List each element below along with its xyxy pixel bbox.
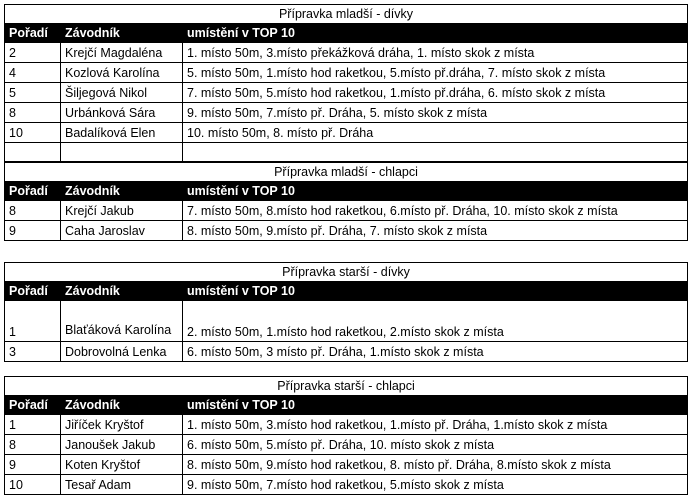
- header-row: [5, 282, 688, 301]
- table-row: [5, 63, 688, 83]
- result-cell: 7. místo 50m, 5.místo hod raketkou, 1.místo př.dráha, 6. místo skok z místa: [183, 83, 688, 103]
- name-cell: Koten Kryštof: [61, 455, 183, 475]
- header-rank: Pořadí: [5, 396, 61, 415]
- rank-cell: 10: [5, 123, 61, 143]
- empty-cell: [61, 143, 183, 162]
- name-cell: Blaťáková Karolína: [61, 301, 183, 342]
- section-title: Přípravka mladší - dívky: [5, 5, 688, 24]
- name-cell: Šiljegová Nikol: [61, 83, 183, 103]
- section-title-row: [5, 263, 688, 282]
- header-result: umístění v TOP 10: [183, 24, 688, 43]
- result-cell: 6. místo 50m, 5.místo př. Dráha, 10. místo skok z místa: [183, 435, 688, 455]
- table-row: [5, 43, 688, 63]
- section-title-row: [5, 5, 688, 24]
- table-row: [5, 435, 688, 455]
- result-cell: 1. místo 50m, 3.místo překážková dráha, 1. místo skok z místa: [183, 43, 688, 63]
- header-result: umístění v TOP 10: [183, 282, 688, 301]
- table-row: [5, 201, 688, 221]
- table-row: [5, 103, 688, 123]
- name-cell: Dobrovolná Lenka: [61, 342, 183, 362]
- result-cell: 6. místo 50m, 3 místo př. Dráha, 1.místo skok z místa: [183, 342, 688, 362]
- rank-cell: 3: [5, 342, 61, 362]
- empty-cell: [183, 143, 688, 162]
- table-pripravka-starsi-chlapci: [4, 376, 688, 495]
- header-result: umístění v TOP 10: [183, 182, 688, 201]
- rank-cell: 9: [5, 221, 61, 241]
- name-cell: Krejčí Jakub: [61, 201, 183, 221]
- result-cell: 2. místo 50m, 1.místo hod raketkou, 2.místo skok z místa: [183, 301, 688, 342]
- header-row: [5, 24, 688, 43]
- table-pripravka-mladsi-chlapci: [4, 162, 688, 241]
- header-rank: Pořadí: [5, 24, 61, 43]
- table-row: [5, 83, 688, 103]
- rank-cell: 1: [5, 301, 61, 342]
- rank-cell: 8: [5, 103, 61, 123]
- section-title: Přípravka mladší - chlapci: [5, 163, 688, 182]
- header-rank: Pořadí: [5, 182, 61, 201]
- table-row: [5, 123, 688, 143]
- name-cell: Urbánková Sára: [61, 103, 183, 123]
- table-row: [5, 342, 688, 362]
- section-title: Přípravka starší - chlapci: [5, 377, 688, 396]
- header-row: [5, 182, 688, 201]
- result-cell: 7. místo 50m, 8.místo hod raketkou, 6.místo př. Dráha, 10. místo skok z místa: [183, 201, 688, 221]
- empty-row: [5, 143, 688, 162]
- name-cell: Jiříček Kryštof: [61, 415, 183, 435]
- rank-cell: 2: [5, 43, 61, 63]
- section-title-row: [5, 163, 688, 182]
- table-row: [5, 475, 688, 495]
- result-cell: 8. místo 50m, 9.místo př. Dráha, 7. místo skok z místa: [183, 221, 688, 241]
- header-name: Závodník: [61, 396, 183, 415]
- table-pripravka-mladsi-divky: [4, 4, 688, 162]
- empty-cell: [5, 143, 61, 162]
- header-rank: Pořadí: [5, 282, 61, 301]
- section-title: Přípravka starší - dívky: [5, 263, 688, 282]
- rank-cell: 8: [5, 435, 61, 455]
- table-row: [5, 455, 688, 475]
- rank-cell: 9: [5, 455, 61, 475]
- rank-cell: 1: [5, 415, 61, 435]
- table-row: [5, 415, 688, 435]
- result-cell: 1. místo 50m, 3.místo hod raketkou, 1.místo př. Dráha, 1.místo skok z místa: [183, 415, 688, 435]
- header-name: Závodník: [61, 24, 183, 43]
- name-cell: Tesař Adam: [61, 475, 183, 495]
- header-result: umístění v TOP 10: [183, 396, 688, 415]
- table-row: [5, 221, 688, 241]
- result-cell: 9. místo 50m, 7.místo př. Dráha, 5. místo skok z místa: [183, 103, 688, 123]
- rank-cell: 5: [5, 83, 61, 103]
- rank-cell: 4: [5, 63, 61, 83]
- name-cell: Janoušek Jakub: [61, 435, 183, 455]
- name-cell: Kozlová Karolína: [61, 63, 183, 83]
- rank-cell: 10: [5, 475, 61, 495]
- header-name: Závodník: [61, 182, 183, 201]
- header-name: Závodník: [61, 282, 183, 301]
- table-row: [5, 301, 688, 342]
- result-cell: 5. místo 50m, 1.místo hod raketkou, 5.místo př.dráha, 7. místo skok z místa: [183, 63, 688, 83]
- table-pripravka-starsi-divky: [4, 262, 688, 362]
- result-cell: 8. místo 50m, 9.místo hod raketkou, 8. místo př. Dráha, 8.místo skok z místa: [183, 455, 688, 475]
- result-cell: 9. místo 50m, 7.místo hod raketkou, 5.místo skok z místa: [183, 475, 688, 495]
- name-cell: Krejčí Magdaléna: [61, 43, 183, 63]
- section-title-row: [5, 377, 688, 396]
- rank-cell: 8: [5, 201, 61, 221]
- name-cell: Caha Jaroslav: [61, 221, 183, 241]
- header-row: [5, 396, 688, 415]
- result-cell: 10. místo 50m, 8. místo př. Dráha: [183, 123, 688, 143]
- name-cell: Badalíková Elen: [61, 123, 183, 143]
